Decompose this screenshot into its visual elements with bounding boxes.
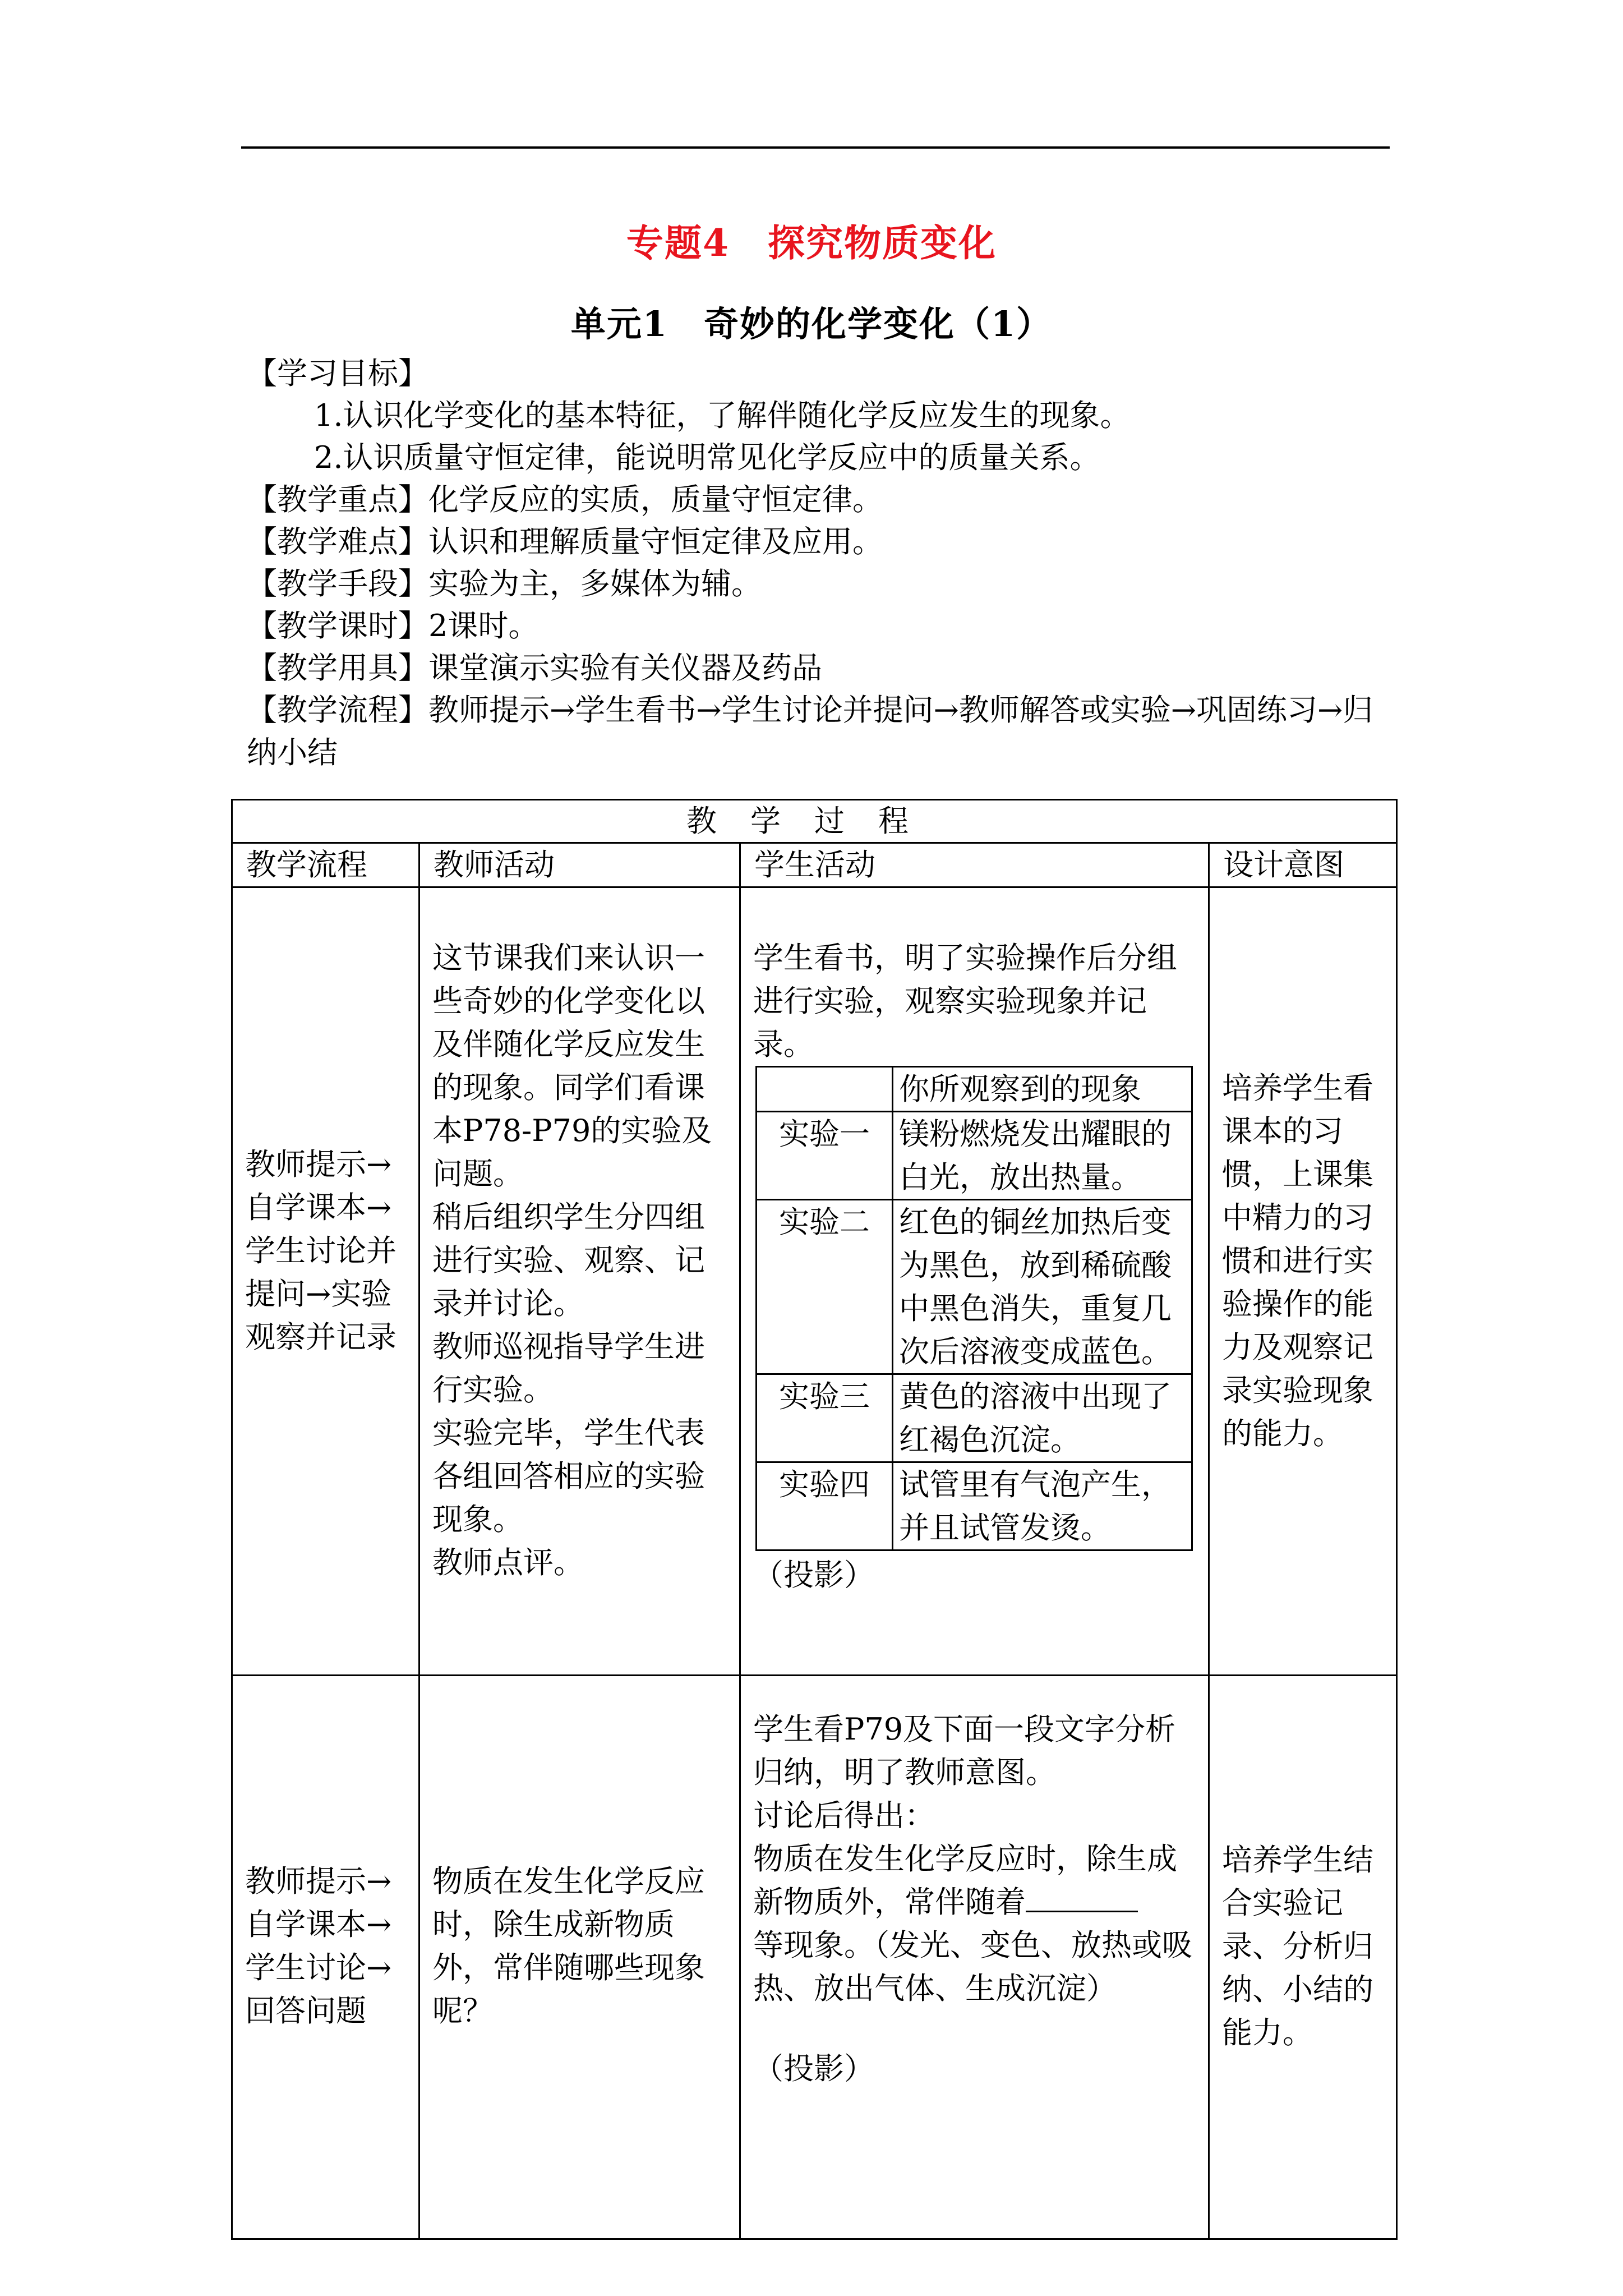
experiment-label: 实验四 <box>757 1462 893 1550</box>
teaching-process-table <box>231 799 1398 2240</box>
teacher-cell <box>419 887 740 1676</box>
objective-item-1: 1.认识化学变化的基本特征，了解伴随化学反应发生的现象。 <box>314 398 1131 433</box>
student-activity <box>741 1676 1208 2090</box>
table-row <box>757 1112 1192 1200</box>
col-header-flow: 教学流程 <box>232 843 419 887</box>
teaching-flow: 【教学流程】教师提示→学生看书→学生讨论并提问→教师解答或实验→巩固练习→归纳小结 <box>247 692 1373 770</box>
projection-note: （投影） <box>753 2051 874 2086</box>
difficulties: 【教学难点】认识和理解质量守恒定律及应用。 <box>247 524 883 559</box>
table-row <box>232 1676 1397 2239</box>
intent-cell <box>1209 1676 1397 2239</box>
teacher-activity: 物质在发生化学反应时，除生成新物质外，常伴随哪些现象呢？ <box>432 1864 705 2028</box>
col-header-student: 学生活动 <box>740 843 1209 887</box>
teacher-paragraph: 稍后组织学生分四组进行实验、观察、记录并讨论。 <box>432 1199 705 1321</box>
experiment-result: 黄色的溶液中出现了红褐色沉淀。 <box>893 1374 1192 1462</box>
flow-cell <box>232 887 419 1676</box>
student-cell <box>740 1676 1209 2239</box>
projection-note: （投影） <box>753 1557 874 1593</box>
student-paragraph: 等现象。（发光、变色、放热或吸热、放出气体、生成沉淀） <box>753 1927 1192 2006</box>
key-points: 【教学重点】化学反应的实质，质量守恒定律。 <box>247 482 883 517</box>
obs-header: 你所观察到的现象 <box>893 1067 1192 1112</box>
flow-text: 教师提示→自学课本→学生讨论并提问→实验观察并记录 <box>245 1146 396 1355</box>
teacher-paragraph: 实验完毕，学生代表各组回答相应的实验现象。 <box>432 1415 705 1537</box>
obs-corner <box>757 1067 893 1112</box>
experiment-result: 红色的铜丝加热后变为黑色，放到稀硫酸中黑色消失，重复几次后溶液变成蓝色。 <box>893 1200 1192 1374</box>
student-paragraph: 学生看P79及下面一段文字分析归纳，明了教师意图。 <box>753 1711 1176 1790</box>
table-row <box>757 1374 1192 1462</box>
experiment-label: 实验三 <box>757 1374 893 1462</box>
teacher-paragraph: 这节课我们来认识一些奇妙的化学变化以及伴随化学反应发生的现象。同学们看课本P78-P79的实验及问题。 <box>432 940 712 1191</box>
intent-cell <box>1209 887 1397 1676</box>
intent-text: 培养学生结合实验记录、分析归纳、小结的能力。 <box>1222 1842 1373 2050</box>
student-cell <box>740 887 1209 1676</box>
teacher-paragraph: 教师巡视指导学生进行实验。 <box>432 1329 705 1407</box>
document-title: 专题4 探究物质变化 <box>626 221 997 265</box>
header-rule <box>241 146 1390 149</box>
intent-text: 培养学生看课本的习惯，上课集中精力的习惯和进行实验操作的能力及观察记录实验现象的能力。 <box>1222 1070 1373 1451</box>
flow-text: 教师提示→自学课本→学生讨论→回答问题 <box>245 1864 392 2028</box>
flow-cell <box>232 1676 419 2239</box>
student-intro: 学生看书，明了实验操作后分组进行实验，观察实验现象并记录。 <box>753 940 1177 1062</box>
experiment-label: 实验二 <box>757 1200 893 1374</box>
teaching-hours: 【教学课时】2课时。 <box>247 608 539 643</box>
teaching-means: 【教学手段】实验为主，多媒体为辅。 <box>247 566 762 601</box>
observation-table <box>755 1066 1193 1551</box>
unit-title: 单元1 奇妙的化学变化（1） <box>570 303 1053 344</box>
objective-item-2: 2.认识质量守恒定律，能说明常见化学反应中的质量关系。 <box>314 440 1100 475</box>
teaching-tools: 【教学用具】课堂演示实验有关仪器及药品 <box>247 650 822 685</box>
col-header-teacher: 教师活动 <box>419 843 740 887</box>
table-heading: 教学过程 <box>232 800 1397 843</box>
experiment-result: 试管里有气泡产生，并且试管发烫。 <box>893 1462 1192 1550</box>
student-paragraph <box>753 1837 1196 1924</box>
table-row <box>232 887 1397 1676</box>
student-sentence: 物质在发生化学反应时，除生成新物质外，常伴随着 <box>753 1841 1177 1920</box>
table-row <box>757 1462 1192 1550</box>
experiment-label: 实验一 <box>757 1112 893 1200</box>
teacher-cell <box>419 1676 740 2239</box>
experiment-result: 镁粉燃烧发出耀眼的白光，放出热量。 <box>893 1112 1192 1200</box>
teacher-activity <box>420 888 739 1584</box>
fill-blank <box>1026 1883 1138 1912</box>
teacher-paragraph: 教师点评。 <box>432 1545 584 1580</box>
objectives-label: 【学习目标】 <box>247 356 428 391</box>
col-header-intent: 设计意图 <box>1209 843 1397 887</box>
student-paragraph: 讨论后得出： <box>753 1798 935 1833</box>
table-row <box>757 1200 1192 1374</box>
